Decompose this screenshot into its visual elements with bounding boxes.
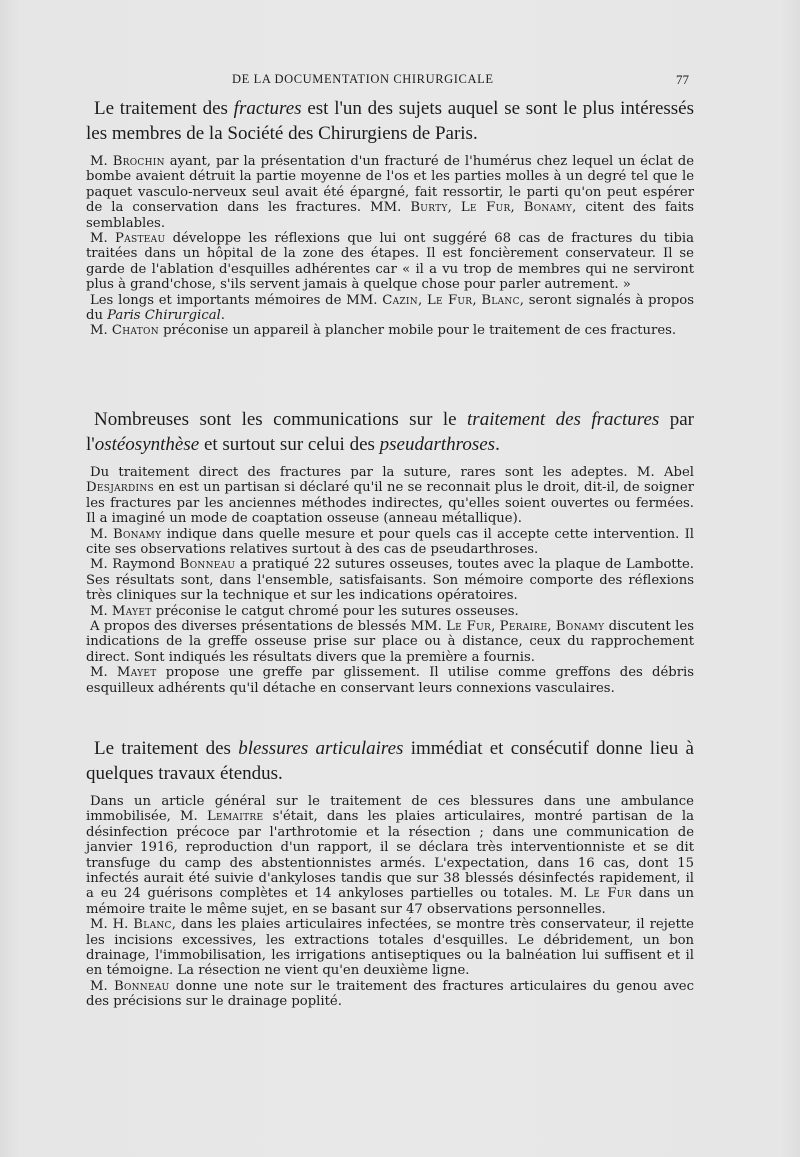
paragraph: M. Bonamy indique dans quelle mesure et pour quels cas il accepte cette intervention. Il cite ses observations relatives surtout à des cas de pseudarthroses.	[86, 526, 694, 558]
section3-lead: Le traitement des blessures articulaires immédiat et consécutif donne lieu à quelques travaux étendus.	[86, 738, 694, 784]
section3-body	[86, 794, 694, 1010]
paragraph: A propos des diverses présentations de blessés MM. Le Fur, Peraire, Bonamy discutent les indications de la greffe osseuse prise sur place ou à distance, ceux du rapprochement direct. Sont indiqués les résultats divers que la première a fournis.	[86, 619, 694, 665]
paragraph: M. Bonneau donne une note sur le traitement des fractures articulaires du genou avec des précisions sur le drainage poplité.	[86, 978, 694, 1010]
section2-body	[86, 465, 694, 696]
paragraph: M. Mayet préconise le catgut chromé pour les sutures osseuses.	[90, 603, 519, 619]
running-title: DE LA DOCUMENTATION CHIRURGICALE	[232, 72, 494, 86]
paragraph: M. Brochin ayant, par la présentation d'un fracturé de l'humérus chez lequel un éclat de bombe avaient détruit la partie moyenne de l'os et les parties molles à un degré tel que le paquet vasculo-nerveux seul avait été épargné, fait ressortir, le parti qu'on peut espérer de la conservation dans les fractures. MM. Burty, Le Fur, Bonamy, citent des faits semblables.	[86, 154, 694, 231]
paragraph: M. Raymond Bonneau a pratiqué 22 sutures osseuses, toutes avec la plaque de Lambotte. Ses résultats sont, dans l'ensemble, satisfaisants. Son mémoire comporte des réflexions très cliniques sur la technique et sur les indications opératoires.	[86, 557, 694, 604]
paragraph: Dans un article général sur le traitement de ces blessures dans une ambulance immobilisée, M. Lemaitre s'était, dans les plaies articulaires, montré partisan de la désinfection précoce par l'arthrotomie et la résection ; dans une communication de janvier 1916, reproduction d'un rapport, il se déclara très interventionniste et se dit transfuge du camp des abstentionnistes armés. L'expectation, dans 16 cas, dont 15 infectés aurait été suivie d'ankyloses tandis que sur 38 blessés désinfectés rapidement, il a eu 24 guérisons complètes et 14 ankyloses partielles ou totales. M. Le Fur dans un mémoire traite le même sujet, en se basant sur 47 observations personnelles.	[86, 794, 694, 917]
paragraph: Du traitement direct des fractures par la suture, rares sont les adeptes. M. Abel Desjardins en est un partisan si déclaré qu'il ne se reconnait plus le droit, dit-il, de soigner les fractures par les anciennes méthodes indirectes, qu'elles soient ouvertes ou fermées. Il a imaginé un mode de coaptation osseuse (anneau métallique).	[86, 465, 694, 527]
paragraph: M. Pasteau développe les réflexions que lui ont suggéré 68 cas de fractures du tibia traitées dans un hôpital de la zone des étapes. Il est foncièrement conservateur. Il se garde de l'ablation d'esquilles adhérentes car « il a vu trop de membres qui ne serviront plus à grand'chose, s'ils servent jamais à quelque chose pour parler autrement. »	[86, 231, 694, 293]
section2-lead: Nombreuses sont les communications sur le traitement des fractures par l'ostéosynthèse et surtout sur celui des pseudarthroses.	[86, 409, 694, 455]
paragraph: M. Chaton préconise un appareil à plancher mobile pour le traitement de ces fractures.	[90, 323, 677, 339]
page-number: 77	[676, 72, 689, 87]
section1-body	[86, 154, 694, 339]
paragraph: M. H. Blanc, dans les plaies articulaires infectées, se montre très conservateur, il rejette les incisions excessives, les extractions totales d'esquilles. Le débridement, un bon drainage, l'immobilisation, les irrigations antiseptiques ou la balnéation lui suffisent et il en témoigne. La résection ne vient qu'en deuxième ligne.	[86, 917, 694, 979]
paragraph: M. Mayet propose une greffe par glissement. Il utilise comme greffons des débris esquilleux adhérents qu'il détache en conservant leurs connexions vasculaires.	[86, 665, 694, 696]
section1-lead: Le traitement des fractures est l'un des sujets auquel se sont le plus intéressés les membres de la Société des Chirurgiens de Paris.	[86, 98, 694, 144]
paragraph: Les longs et importants mémoires de MM. Cazin, Le Fur, Blanc, seront signalés à propos du Paris Chirurgical.	[86, 292, 694, 324]
page-header	[0, 72, 800, 88]
